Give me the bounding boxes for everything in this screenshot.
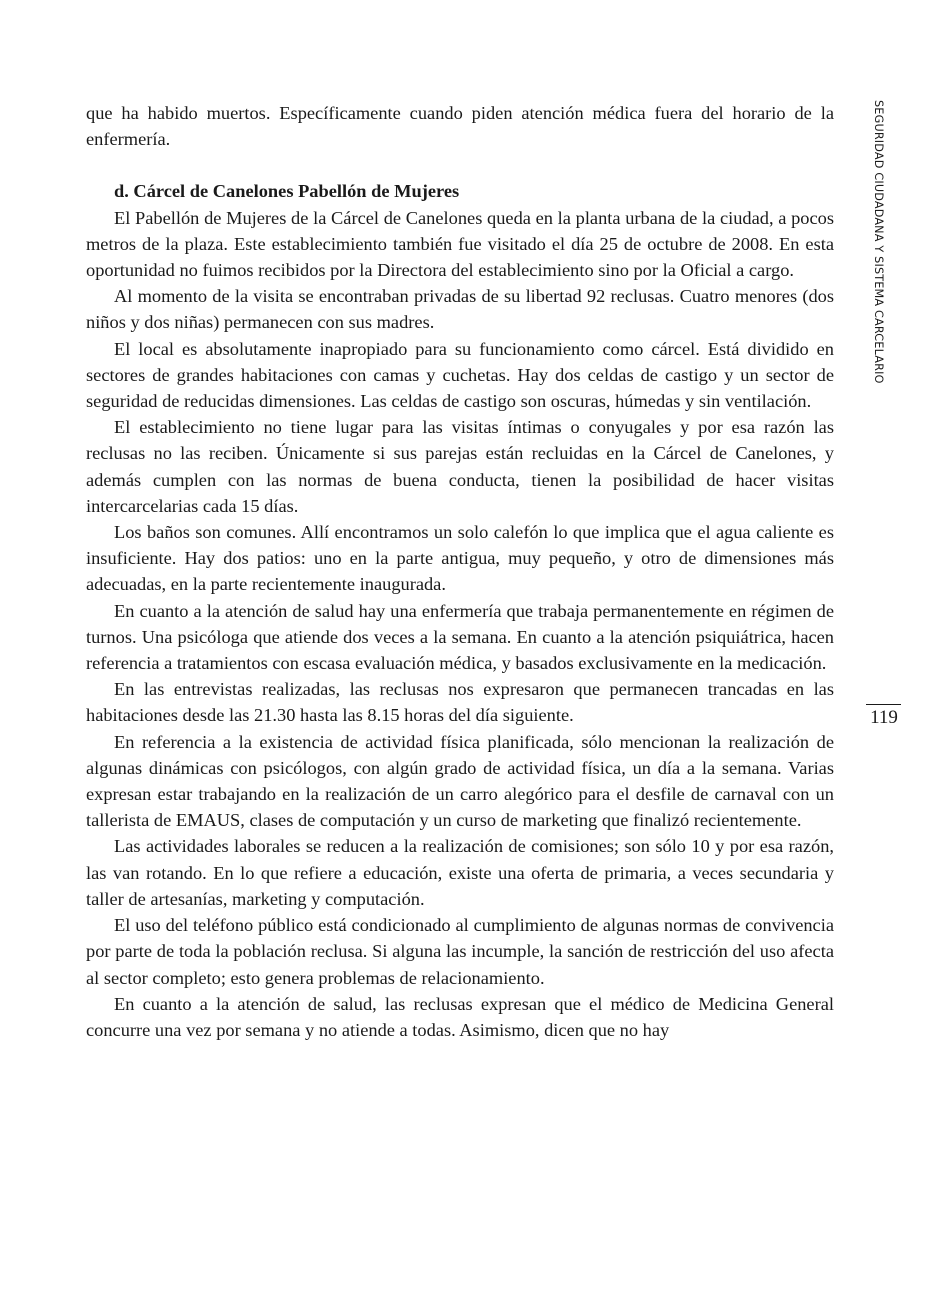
- paragraph: En referencia a la existencia de actividad física planificada, sólo mencionan la realización de algunas dinámicas con psicólogos, con algún grado de actividad física, un día a la semana. Varias expresan estar trabajando en la realización de un carro alegórico para el desfile de carnaval con un tallerista de EMAUS, clases de computación y un curso de marketing que finalizó recientemente.: [86, 731, 834, 831]
- paragraph: En cuanto a la atención de salud hay una enfermería que trabaja permanentemente en régimen de turnos. Una psicóloga que atiende dos veces a la semana. En cuanto a la atención psiquiátrica, hacen referencia a tratamientos con escasa evaluación médica, y basados exclusivamente en la medicación.: [86, 600, 834, 674]
- section-heading: d. Cárcel de Canelones Pabellón de Mujeres: [114, 181, 460, 202]
- page-number-rule: [866, 704, 901, 705]
- paragraph: El Pabellón de Mujeres de la Cárcel de Canelones queda en la planta urbana de la ciudad, a pocos metros de la plaza. Este establecimiento también fue visitado el día 25 de octubre de 2008. En esta oportunidad no fuimos recibidos por la Directora del establecimiento sino por la Oficial a cargo.: [86, 207, 834, 281]
- paragraph: Las actividades laborales se reducen a la realización de comisiones; son sólo 10 y por esa razón, las van rotando. En lo que refiere a educación, existe una oferta de primaria, a veces secundaria y taller de artesanías, marketing y computación.: [86, 836, 834, 909]
- continuation-paragraph: que ha habido muertos. Específicamente cuando piden atención médica fuera del horario de la enfermería.: [86, 103, 834, 150]
- paragraph: En las entrevistas realizadas, las reclusas nos expresaron que permanecen trancadas en las habitaciones desde las 21.30 hasta las 8.15 horas del día siguiente.: [86, 679, 834, 726]
- paragraph: El uso del teléfono público está condicionado al cumplimiento de algunas normas de convivencia por parte de toda la población reclusa. Si alguna las incumple, la sanción de restricción del uso afecta al sector completo; esto genera problemas de relacionamiento.: [86, 915, 834, 988]
- paragraph: Los baños son comunes. Allí encontramos un solo calefón lo que implica que el agua caliente es insuficiente. Hay dos patios: uno en la parte antigua, muy pequeño, y otro de dimensiones más adecuadas, en la parte recientemente inaugurada.: [86, 522, 834, 595]
- paragraph: El establecimiento no tiene lugar para las visitas íntimas o conyugales y por esa razón las reclusas no las reciben. Únicamente si sus parejas están recluidas en la Cárcel de Canelones, y además cumplen con las normas de buena conducta, tienen la posibilidad de hacer visitas intercarcelarias cada 15 días.: [86, 417, 834, 516]
- paragraph: En cuanto a la atención de salud, las reclusas expresan que el médico de Medicina General concurre una vez por semana y no atiende a todas. Asimismo, dicen que no hay: [86, 993, 834, 1040]
- paragraph: Al momento de la visita se encontraban privadas de su libertad 92 reclusas. Cuatro menores (dos niños y dos niñas) permanecen con sus madres.: [86, 286, 834, 333]
- paragraph: El local es absolutamente inapropiado para su funcionamiento como cárcel. Está dividido en sectores de grandes habitaciones con camas y cuchetas. Hay dos celdas de castigo y un sector de seguridad de reducidas dimensiones. Las celdas de castigo son oscuras, húmedas y sin ventilación.: [86, 338, 834, 412]
- page-body: [86, 100, 834, 1043]
- running-head: SEGURIDAD CIUDADANA Y SISTEMA CARCELARIO: [872, 100, 885, 384]
- page-number: 119: [870, 707, 898, 728]
